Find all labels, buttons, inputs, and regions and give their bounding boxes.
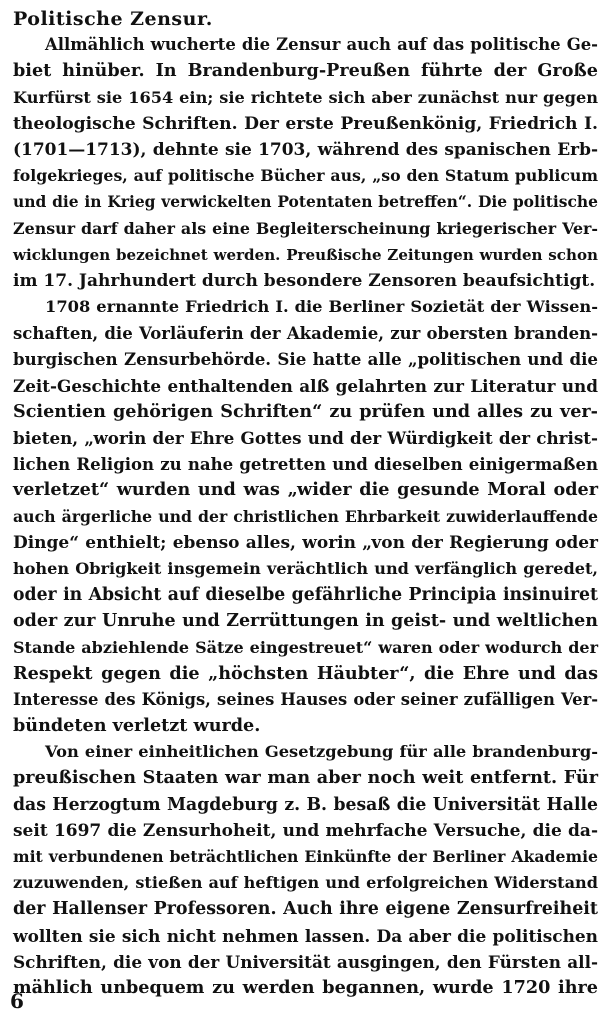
- text-line: und die in Krieg verwickelten Potentaten betreffen“. Die politische: [13, 192, 598, 212]
- paragraph-3: [13, 739, 598, 1001]
- text-line: oder in Absicht auf dieselbe gefährliche Principia insinuiret: [13, 585, 598, 606]
- text-line: oder zur Unruhe und Zerrüttungen in geist- und weltlichen: [13, 611, 598, 632]
- text-line: hohen Obrigkeit insgemein verächtlich und verfänglich geredet,: [13, 558, 598, 578]
- page-number: 6: [10, 989, 24, 1013]
- text-line: der Hallenser Professoren. Auch ihre eigene Zensurfreiheit: [13, 899, 598, 920]
- text-line: Allmählich wucherte die Zensur auch auf das politische Ge-: [45, 35, 598, 55]
- text-line: seit 1697 die Zensurhoheit, und mehrfache Versuche, die da-: [13, 820, 598, 841]
- text-line: Zensur darf daher als eine Begleiterscheinung kriegerischer Ver-: [13, 218, 598, 238]
- text-line: biet hinüber. In Brandenburg-Preußen führte der Große: [13, 60, 598, 82]
- text-line: Stande abziehlende Sätze eingestreuet“ waren oder wodurch der: [13, 637, 598, 657]
- paragraph-2: [13, 294, 598, 739]
- text-line: Scientien gehörigen Schriften“ zu prüfen und alles zu ver-: [13, 400, 598, 422]
- text-line: Interesse des Königs, seines Hauses oder seiner zufälligen Ver-: [13, 689, 598, 709]
- text-line: im 17. Jahrhundert durch besondere Zensoren beaufsichtigt.: [13, 270, 596, 291]
- text-line: burgischen Zensurbehörde. Sie hatte alle „politischen und die: [13, 349, 598, 370]
- text-line: theologische Schriften. Der erste Preußenkönig, Friedrich I.: [13, 113, 598, 134]
- text-line: Respekt gegen die „höchsten Häubter“, die Ehre und das: [13, 662, 598, 684]
- text-line: Schriften, die von der Universität ausgingen, den Fürsten all-: [13, 951, 598, 972]
- text-line: lichen Religion zu nahe getretten und dieselben einigermaßen: [13, 454, 598, 475]
- text-line: zuzuwenden, stießen auf heftigen und erfolgreichen Widerstand: [13, 873, 598, 893]
- text-line: Kurfürst sie 1654 ein; sie richtete sich aber zunächst nur gegen: [13, 87, 598, 107]
- text-line: 1708 ernannte Friedrich I. die Berliner Sozietät der Wissen-: [45, 297, 598, 317]
- text-line: folgekrieges, auf politische Bücher aus, „so den Statum publicum: [13, 166, 598, 186]
- paragraph-1: [13, 32, 598, 294]
- text-line: preußischen Staaten war man aber noch weit entfernt. Für: [13, 767, 598, 789]
- text-line: wollten sie sich nicht nehmen lassen. Da aber die politischen: [13, 925, 598, 946]
- text-line: verletzet“ wurden und was „wider die gesunde Moral oder: [13, 479, 598, 501]
- text-line: (1701—1713), dehnte sie 1703, während des spanischen Erb-: [13, 139, 598, 160]
- text-line: Zeit-Geschichte enthaltenden alß gelahrten zur Literatur und: [13, 375, 598, 396]
- text-line: bündeten verletzt wurde.: [13, 715, 261, 737]
- text-line: mählich unbequem zu werden begannen, wurde 1720 ihre: [13, 976, 598, 998]
- text-line: Von einer einheitlichen Gesetzgebung für alle brandenburg-: [45, 742, 598, 762]
- text-line: mit verbundenen beträchtlichen Einkünfte der Berliner Akademie: [13, 847, 598, 867]
- section-heading: Politische Zensur.: [13, 8, 213, 30]
- text-body: [13, 6, 598, 1001]
- text-line: auch ärgerliche und der christlichen Ehrbarkeit zuwiderlauffende: [13, 506, 598, 526]
- text-line: Dinge“ enthielt; ebenso alles, worin „von der Regierung oder: [13, 532, 598, 553]
- text-line: wicklungen bezeichnet werden. Preußische Zeitungen wurden schon: [13, 245, 598, 264]
- text-line: das Herzogtum Magdeburg z. B. besaß die Universität Halle: [13, 794, 598, 815]
- text-line: schaften, die Vorläuferin der Akademie, zur obersten branden-: [13, 323, 598, 344]
- text-line: bieten, „worin der Ehre Gottes und der Würdigkeit der christ-: [13, 428, 598, 449]
